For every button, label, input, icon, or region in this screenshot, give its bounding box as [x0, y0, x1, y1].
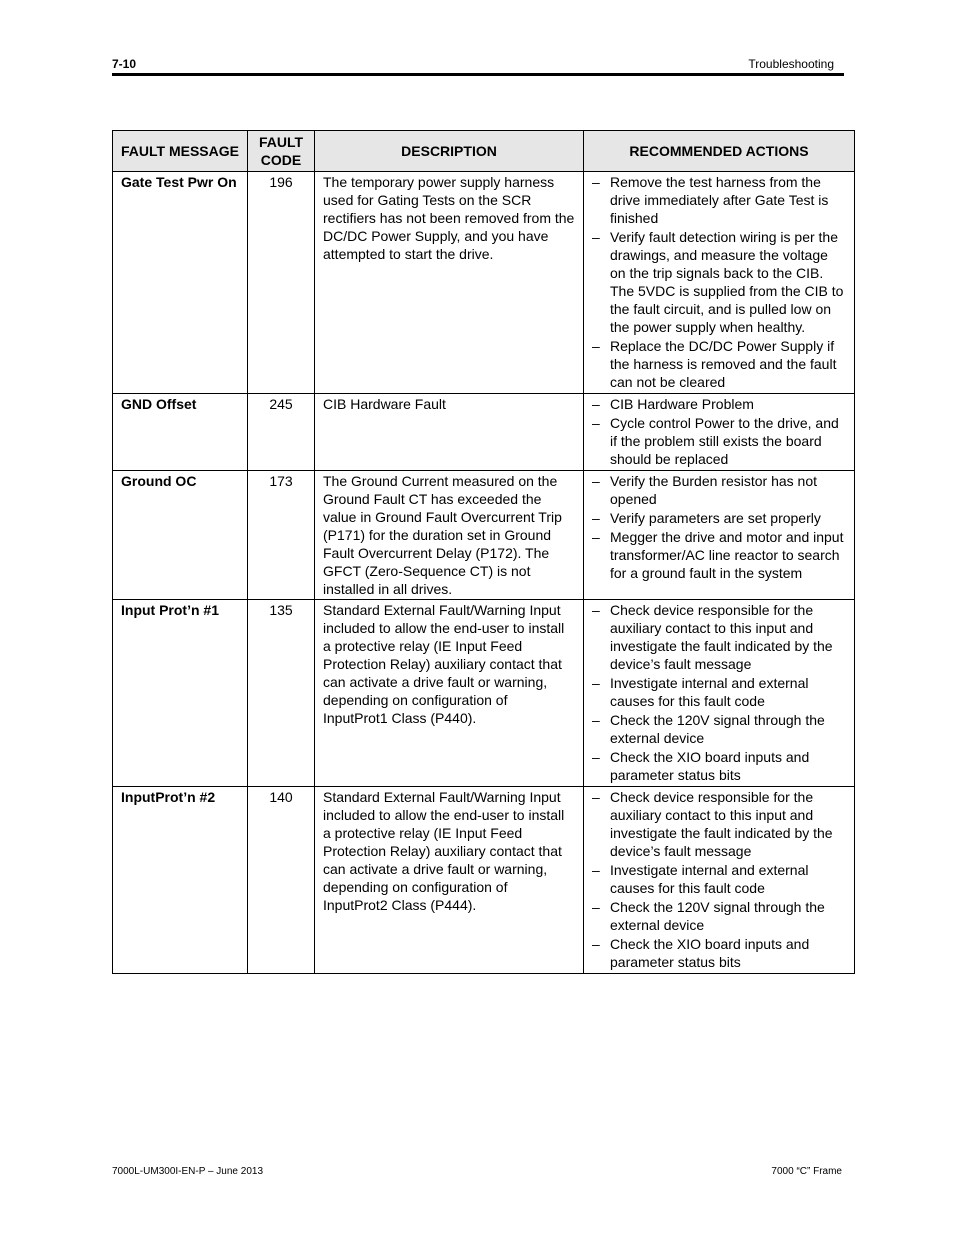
action-text: Check device responsible for the auxiliary contact to this input and investigate the fault indicated by the device’s fault message [610, 602, 833, 672]
action-item [592, 228, 846, 336]
table-body [113, 172, 855, 974]
action-item [592, 472, 846, 508]
column-header-recommended-actions: RECOMMENDED ACTIONS [584, 131, 855, 172]
dash-bullet-icon: – [592, 789, 600, 805]
action-item [592, 509, 846, 527]
action-text: Remove the test harness from the drive immediately after Gate Test is finished [610, 174, 829, 226]
table-header-row [113, 131, 855, 172]
recommended-actions-cell [584, 600, 855, 787]
action-text: Megger the drive and motor and input transformer/AC line reactor to search for a ground fault in the system [610, 529, 844, 581]
action-item [592, 898, 846, 934]
action-item [592, 674, 846, 710]
action-text: Check the 120V signal through the external device [610, 712, 825, 746]
fault-code-cell: 140 [248, 787, 315, 974]
action-item [592, 395, 846, 413]
recommended-actions-cell [584, 787, 855, 974]
action-text: Investigate internal and external causes for this fault code [610, 862, 809, 896]
action-text: Cycle control Power to the drive, and if the problem still exists the board should be replaced [610, 415, 839, 467]
action-list [592, 601, 846, 784]
action-list [592, 472, 846, 582]
description-cell: Standard External Fault/Warning Input included to allow the end-user to install a protective relay (IE Input Feed Protection Relay) auxiliary contact that can activate a drive fault or warning, depending on configuration of InputProt1 Class (P440). [315, 600, 584, 787]
footer-product-name: 7000 “C” Frame [771, 1166, 842, 1177]
dash-bullet-icon: – [592, 510, 600, 526]
table-row [113, 787, 855, 974]
section-title: Troubleshooting [748, 57, 834, 71]
action-item [592, 173, 846, 227]
action-item [592, 711, 846, 747]
table-row [113, 471, 855, 600]
action-text: Verify fault detection wiring is per the drawings, and measure the voltage on the trip signals back to the CIB. The 5VDC is supplied from the CIB to the fault circuit, and is pulled low on the power supply when healthy. [610, 229, 844, 335]
dash-bullet-icon: – [592, 396, 600, 412]
dash-bullet-icon: – [592, 338, 600, 354]
action-item [592, 601, 846, 673]
dash-bullet-icon: – [592, 529, 600, 545]
dash-bullet-icon: – [592, 712, 600, 728]
action-item [592, 414, 846, 468]
action-item [592, 337, 846, 391]
fault-code-cell: 245 [248, 394, 315, 471]
page-number: 7-10 [112, 57, 137, 71]
footer-document-id: 7000L-UM300I-EN-P – June 2013 [112, 1166, 264, 1177]
table-row [113, 600, 855, 787]
action-text: Check device responsible for the auxiliary contact to this input and investigate the fault indicated by the device’s fault message [610, 789, 833, 859]
action-text: Check the XIO board inputs and parameter status bits [610, 936, 810, 970]
dash-bullet-icon: – [592, 174, 600, 190]
column-header-fault-message: FAULT MESSAGE [113, 131, 248, 172]
fault-message-cell: GND Offset [113, 394, 248, 471]
action-text: Replace the DC/DC Power Supply if the harness is removed and the fault can not be cleared [610, 338, 837, 390]
action-item [592, 748, 846, 784]
action-item [592, 861, 846, 897]
action-text: Investigate internal and external causes for this fault code [610, 675, 809, 709]
dash-bullet-icon: – [592, 473, 600, 489]
recommended-actions-cell [584, 172, 855, 394]
fault-table [112, 130, 855, 974]
action-text: Verify the Burden resistor has not opened [610, 473, 817, 507]
action-list [592, 788, 846, 971]
description-cell: CIB Hardware Fault [315, 394, 584, 471]
description-cell: The Ground Current measured on the Ground Fault CT has exceeded the value in Ground Fault Overcurrent Trip (P171) for the duration set in Ground Fault Overcurrent Delay (P172). The GFCT (Zero-Sequence CT) is not installed in all drives. [315, 471, 584, 600]
action-list [592, 395, 846, 468]
fault-message-cell: Gate Test Pwr On [113, 172, 248, 394]
action-text: Check the 120V signal through the external device [610, 899, 825, 933]
description-cell: The temporary power supply harness used for Gating Tests on the SCR rectifiers has not been removed from the DC/DC Power Supply, and you have attempted to start the drive. [315, 172, 584, 394]
fault-code-cell: 196 [248, 172, 315, 394]
action-text: Check the XIO board inputs and parameter status bits [610, 749, 810, 783]
fault-code-cell: 173 [248, 471, 315, 600]
header-rule [112, 73, 844, 76]
description-cell: Standard External Fault/Warning Input included to allow the end-user to install a protective relay (IE Input Feed Protection Relay) auxiliary contact that can activate a drive fault or warning, depending on configuration of InputProt2 Class (P444). [315, 787, 584, 974]
action-list [592, 173, 846, 391]
table-row [113, 394, 855, 471]
dash-bullet-icon: – [592, 229, 600, 245]
action-text: Verify parameters are set properly [610, 510, 821, 526]
dash-bullet-icon: – [592, 936, 600, 952]
table-row [113, 172, 855, 394]
dash-bullet-icon: – [592, 749, 600, 765]
dash-bullet-icon: – [592, 415, 600, 431]
column-header-fault-code: FAULT CODE [248, 131, 315, 172]
action-text: CIB Hardware Problem [610, 396, 754, 412]
fault-message-cell: Ground OC [113, 471, 248, 600]
action-item [592, 935, 846, 971]
action-item [592, 788, 846, 860]
dash-bullet-icon: – [592, 862, 600, 878]
fault-code-cell: 135 [248, 600, 315, 787]
dash-bullet-icon: – [592, 899, 600, 915]
action-item [592, 528, 846, 582]
dash-bullet-icon: – [592, 602, 600, 618]
dash-bullet-icon: – [592, 675, 600, 691]
recommended-actions-cell [584, 394, 855, 471]
column-header-description: DESCRIPTION [315, 131, 584, 172]
recommended-actions-cell [584, 471, 855, 600]
fault-message-cell: Input Prot’n #1 [113, 600, 248, 787]
fault-message-cell: InputProt’n #2 [113, 787, 248, 974]
